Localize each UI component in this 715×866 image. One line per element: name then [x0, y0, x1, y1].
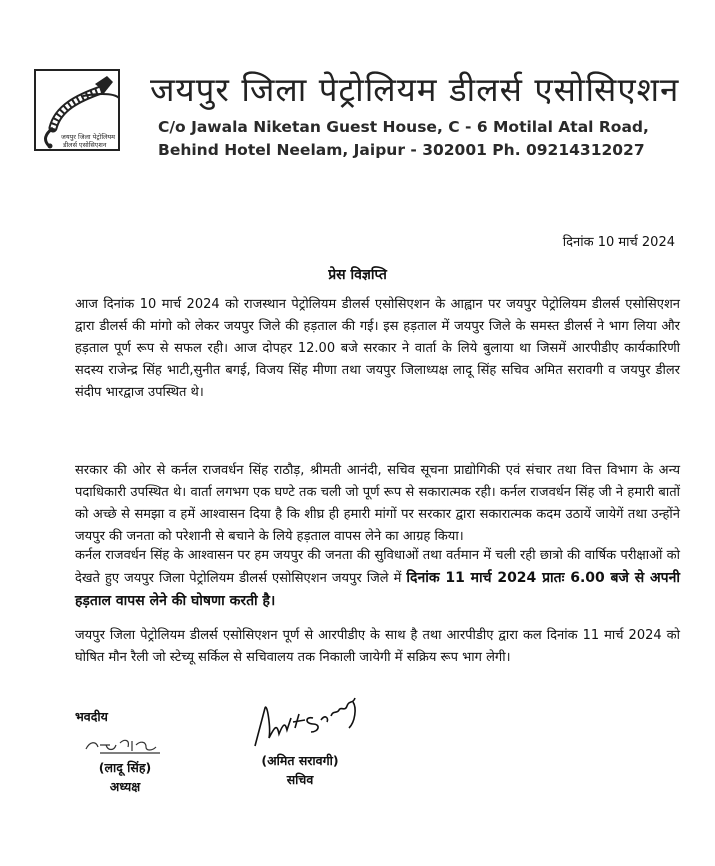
association-logo [33, 68, 121, 152]
signatory-president [70, 735, 180, 795]
document-date: दिनांक 10 मार्च 2024 [562, 235, 675, 250]
strike-withdrawal-announcement: दिनांक 11 मार्च 2024 प्रातः 6.00 बजे से अपनी हड़ताल वापस लेने की घोषणा करती है। [75, 570, 680, 609]
closing-salutation: भवदीय [75, 709, 108, 724]
address-line-2: Behind Hotel Neelam, Jaipur - 302001 Ph. 09214312027 [158, 141, 645, 159]
address-line-1: C/o Jawala Niketan Guest House, C - 6 Motilal Atal Road, [158, 118, 649, 136]
signatory-name: (अमित सरावगी) [261, 753, 339, 768]
paragraph-3 [75, 545, 680, 613]
paragraph-4: जयपुर जिला पेट्रोलियम डीलर्स एसोसिएशन पूर्ण से आरपीडीए के साथ है तथा आरपीडीए द्वारा कल दिनांक 11 मार्च 2024 को घोषित मौन रैली जो स्टेच्यू सर्किल से सचिवालय तक निकाली जायेगी में सक्रिय रूप भाग लेगी। [75, 628, 680, 665]
signatory-name: (लादू सिंह) [98, 760, 152, 775]
signatory-role: सचिव [286, 772, 314, 787]
signatory-secretary [235, 688, 365, 788]
signature-ladu-singh [80, 735, 170, 757]
paragraph-1: आज दिनांक 10 मार्च 2024 को राजस्थान पेट्रोलियम डीलर्स एसोसिएशन के आह्वान पर जयपुर पेट्रोलियम डीलर्स एसोसिएशन द्वारा डीलर्स की मांगो को लेकर जयपुर जिले की हड़ताल की गई। इस हड़ताल में जयपुर जिले के समस्त डीलर्स ने भाग लिया और हड़ताल पूर्ण रूप से सफल रही। आज दोपहर 12.00 बजे सरकार ने वार्ता के लिये बुलाया था जिसमें आरपीडीए कार्यकारिणी सदस्य राजेन्द्र सिंह भाटी,सुनीत बगई, विजय सिंह मीणा तथा जयपुर जिलाध्यक्ष लादू सिंह सचिव अमित सरावगी व जयपुर डीलर संदीप भारद्वाज उपस्थित थे। [75, 297, 680, 400]
signature-amit-sarawgi [235, 688, 365, 750]
fuel-nozzle-icon [33, 68, 121, 152]
paragraph-3-text: कर्नल राजवर्धन सिंह के आश्वासन पर हम जयपुर की जनता की सुविधाओं तथा वर्तमान में चली रही छात्रो की वार्षिक परीक्षाओं को देखते हुए जयपुर जिला पेट्रोलियम डीलर्स एसोसिएशन जयपुर जिले में [75, 548, 680, 586]
signatory-role: अध्यक्ष [109, 779, 141, 794]
press-release-heading: प्रेस विज्ञप्ति [328, 267, 387, 283]
logo-caption-line2: डीलर्स एसोसिएशन [63, 141, 107, 149]
address [158, 116, 649, 162]
letterhead [0, 0, 715, 180]
logo-caption-line1: जयपुर जिला पेट्रोलियम [61, 133, 116, 141]
organization-name: जयपुर जिला पेट्रोलियम डीलर्स एसोसिएशन [150, 70, 680, 109]
paragraph-2: सरकार की ओर से कर्नल राजवर्धन सिंह राठौड़, श्रीमती आनंदी, सचिव सूचना प्राद्योगिकी एवं संचार तथा वित्त विभाग के अन्य पदाधिकारी उपस्थित थे। वार्ता लगभग एक घण्टे तक चली जो पूर्ण रूप से सकारात्मक रही। कर्नल राजवर्धन सिंह जी ने हमारी बातों को अच्छे से समझा व हमें आश्वासन दिया है कि शीघ्र ही हमारी मांगों पर सरकार द्वारा सकारात्मक कदम उठायें जायेगें तथा उन्होंने जयपुर की जनता को परेशानी से बचाने के लिये हड़ताल वापस लेने का आग्रह किया। [75, 463, 680, 544]
